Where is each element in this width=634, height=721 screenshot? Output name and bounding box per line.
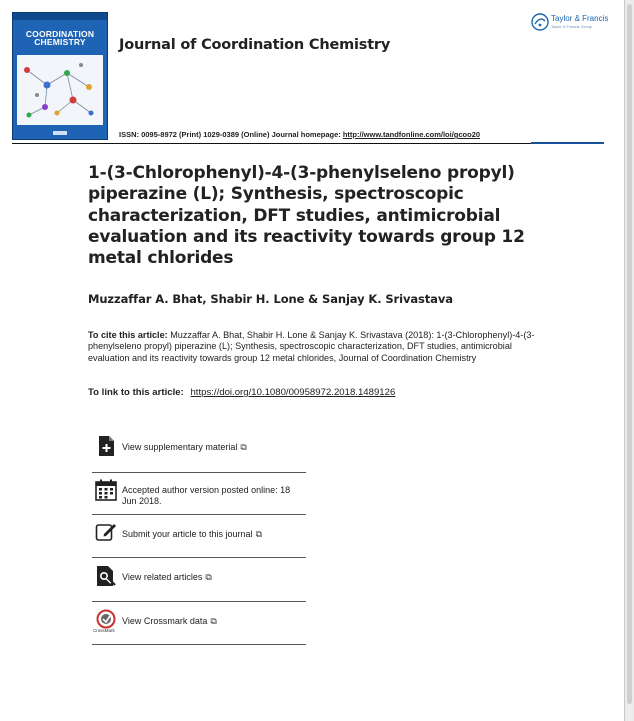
edit-icon: [95, 521, 117, 543]
article-link-label: To link to this article:: [88, 387, 184, 398]
publisher-logo-name: Taylor & Francis: [551, 14, 609, 23]
article-authors: Muzzaffar A. Bhat, Shabir H. Lone & Sanjay K. Srivastava: [88, 292, 453, 306]
action-text: View Crossmark data: [122, 616, 208, 626]
publisher-logo-subtitle: Taylor & Francis Group: [551, 24, 592, 29]
journal-homepage-link[interactable]: http://www.tandfonline.com/loi/gcoo20: [342, 130, 481, 139]
citation-block: [88, 330, 538, 364]
journal-cover-image: [12, 12, 108, 140]
action-text: Submit your article to this journal: [122, 529, 253, 539]
cover-publisher-mark: [53, 131, 67, 135]
citation-text: Muzzaffar A. Bhat, Shabir H. Lone & Sanjay K. Srivastava (2018): 1-(3-Chlorophenyl)-4-(3-phenylseleno propyl) piperazine (L); Synthesis, spectroscopic characterization, DFT studies, antimicrobial evaluation and its reactivity towards group 12 metal chlorides, Journal of Coordination Chemistry: [88, 330, 535, 363]
scrollbar-thumb[interactable]: [627, 4, 632, 704]
crossmark-caption: CrossMark: [93, 628, 115, 633]
citation-label: To cite this article:: [88, 330, 168, 340]
publisher-logo-icon: [531, 13, 549, 31]
view-supplementary-material-link[interactable]: [92, 434, 306, 476]
crossmark-icon-graphic: [95, 609, 117, 629]
action-label: [122, 529, 262, 540]
article-link-line: [88, 387, 395, 398]
issn-line: [119, 130, 480, 139]
action-divider: [92, 472, 306, 473]
issn-text: ISSN: 0095-8972 (Print) 1029-0389 (Online) Journal homepage:: [119, 130, 341, 139]
action-label: Accepted author version posted online: 18 Jun 2018.: [122, 485, 291, 506]
journal-title: Journal of Coordination Chemistry: [119, 37, 391, 53]
crossmark-icon: [95, 609, 117, 635]
header-divider-accent: [531, 142, 604, 144]
submit-article-link[interactable]: [92, 520, 306, 562]
external-link-icon: ⧉: [205, 572, 212, 582]
action-text: View supplementary material: [122, 442, 238, 452]
article-title: 1-(3-Chlorophenyl)-4-(3-phenylseleno propyl) piperazine (L); Synthesis, spectroscopic characterization, DFT studies, antimicrobial evaluation and its reactivity towards group 12 metal chlorides: [88, 163, 525, 269]
action-divider: [92, 557, 306, 558]
cover-title-line1: COORDINATION: [25, 29, 95, 39]
view-related-articles-link[interactable]: [92, 563, 306, 605]
action-divider: [92, 601, 306, 602]
cover-molecule-illustration: [17, 55, 103, 125]
view-crossmark-data-link[interactable]: [92, 607, 306, 649]
external-link-icon: ⧉: [255, 529, 262, 539]
calendar-icon: [95, 479, 117, 501]
external-link-icon: ⧉: [240, 442, 247, 452]
action-text: View related articles: [122, 572, 203, 582]
publisher-logo: [531, 12, 611, 34]
header-divider: [12, 143, 531, 144]
action-divider: [92, 644, 306, 645]
add-document-icon: [95, 435, 117, 457]
vertical-scrollbar[interactable]: [625, 0, 634, 721]
cover-top-strip: [13, 13, 107, 20]
doi-link[interactable]: https://doi.org/10.1080/00958972.2018.1489126: [190, 387, 396, 398]
action-label: [122, 572, 212, 583]
action-label: [122, 442, 247, 453]
search-document-icon: [95, 565, 117, 587]
action-label: [122, 616, 217, 627]
cover-title-line2: CHEMISTRY: [34, 37, 86, 47]
external-link-icon: ⧉: [210, 616, 217, 626]
action-divider: [92, 514, 306, 515]
cover-title: [13, 30, 107, 46]
